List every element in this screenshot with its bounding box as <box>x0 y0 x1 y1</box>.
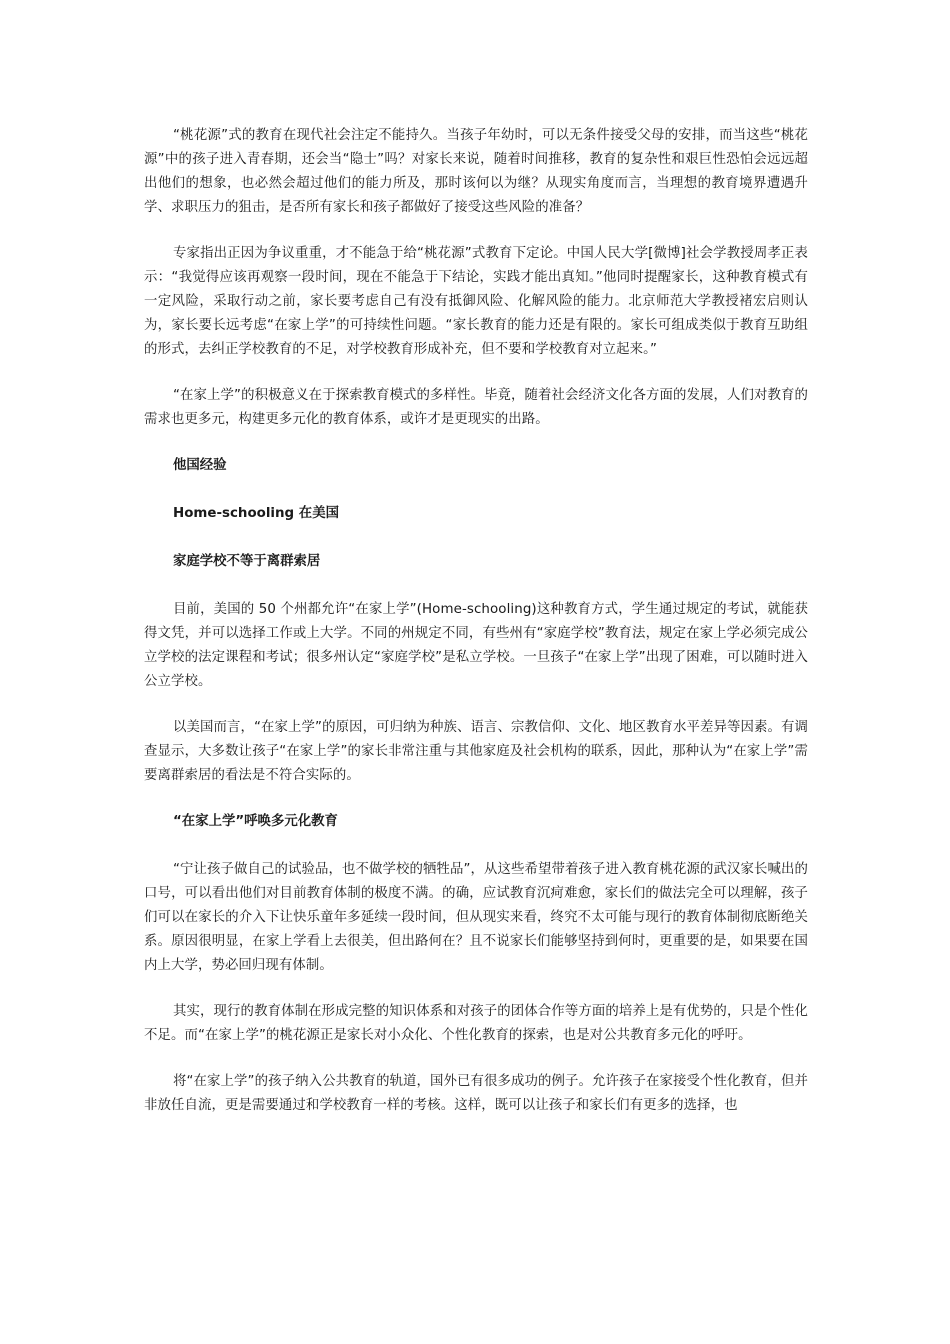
document-page <box>144 124 808 1140</box>
paragraph-expert-opinion: 专家指出正因为争议重重，才不能急于给“桃花源”式教育下定论。中国人民大学[微博]社会学教授周孝正表示：“我觉得应该再观察一段时间，现在不能急于下结论，实践才能出真知。”他同时提醒家长，这种教育模式有一定风险，采取行动之前，家长要考虑自己有没有抵御风险、化解风险的能力。北京师范大学教授褚宏启则认为，家长要长远考虑“在家上学”的可持续性问题。“家长教育的能力还是有限的。家长可组成类似于教育互助组的形式，去纠正学校教育的不足，对学校教育形成补充，但不要和学校教育对立起来。” <box>144 246 808 357</box>
paragraph-public-education-track: 将“在家上学”的孩子纳入公共教育的轨道，国外已有很多成功的例子。允许孩子在家接受个性化教育，但并非放任自流，更是需要通过和学校教育一样的考核。这样，既可以让孩子和家长们有更多的选择，也 <box>144 1074 808 1113</box>
paragraph-us-reasons: 以美国而言，“在家上学”的原因，可归纳为种族、语言、宗教信仰、文化、地区教育水平差异等因素。有调查显示，大多数让孩子“在家上学”的家长非常注重与其他家庭及社会机构的联系，因此，那种认为“在家上学”需要离群索居的看法是不符合实际的。 <box>144 720 808 783</box>
paragraph-diversity: “在家上学”的积极意义在于探索教育模式的多样性。毕竟，随着社会经济文化各方面的发展，人们对教育的需求也更多元，构建更多元化的教育体系，或许才是更现实的出路。 <box>144 388 808 427</box>
paragraph-current-system: 其实，现行的教育体制在形成完整的知识体系和对孩子的团体合作等方面的培养上是有优势的，只是个性化不足。而“在家上学”的桃花源正是家长对小众化、个性化教育的探索，也是对公共教育多元化的呼吁。 <box>144 1004 808 1043</box>
paragraph-us-states: 目前，美国的 50 个州都允许“在家上学”(Home-schooling)这种教育方式，学生通过规定的考试，就能获得文凭，并可以选择工作或上大学。不同的州规定不同，有些州有“家庭学校”教育法，规定在家上学必须完成公立学校的法定课程和考试；很多州认定“家庭学校”是私立学校。一旦孩子“在家上学”出现了困难，可以随时进入公立学校。 <box>144 602 808 689</box>
paragraph-wuhan-parents: “宁让孩子做自己的试验品，也不做学校的牺牲品”，从这些希望带着孩子进入教育桃花源的武汉家长喊出的口号，可以看出他们对目前教育体制的极度不满。的确，应试教育沉疴难愈，家长们的做法完全可以理解，孩子们可以在家长的介入下让快乐童年多延续一段时间，但从现实来看，终究不太可能与现行的教育体制彻底断绝关系。原因很明显，在家上学看上去很美，但出路何在？且不说家长们能够坚持到何时，更重要的是，如果要在国内上大学，势必回归现有体制。 <box>144 862 808 973</box>
section-heading-call-for-diversity: “在家上学”呼唤多元化教育 <box>173 814 338 829</box>
section-heading-homeschooling-usa: Home-schooling 在美国 <box>173 506 339 521</box>
section-heading-not-isolation: 家庭学校不等于离群索居 <box>173 554 321 569</box>
section-heading-foreign-experience: 他国经验 <box>173 458 227 473</box>
paragraph-peach-blossom-education: “桃花源”式的教育在现代社会注定不能持久。当孩子年幼时，可以无条件接受父母的安排，而当这些“桃花源”中的孩子进入青春期，还会当“隐士”吗？对家长来说，随着时间推移，教育的复杂性和艰巨性恐怕会远远超出他们的想象，也必然会超过他们的能力所及，那时该何以为继？从现实角度而言，当理想的教育境界遭遇升学、求职压力的狙击，是否所有家长和孩子都做好了接受这些风险的准备？ <box>144 128 808 215</box>
